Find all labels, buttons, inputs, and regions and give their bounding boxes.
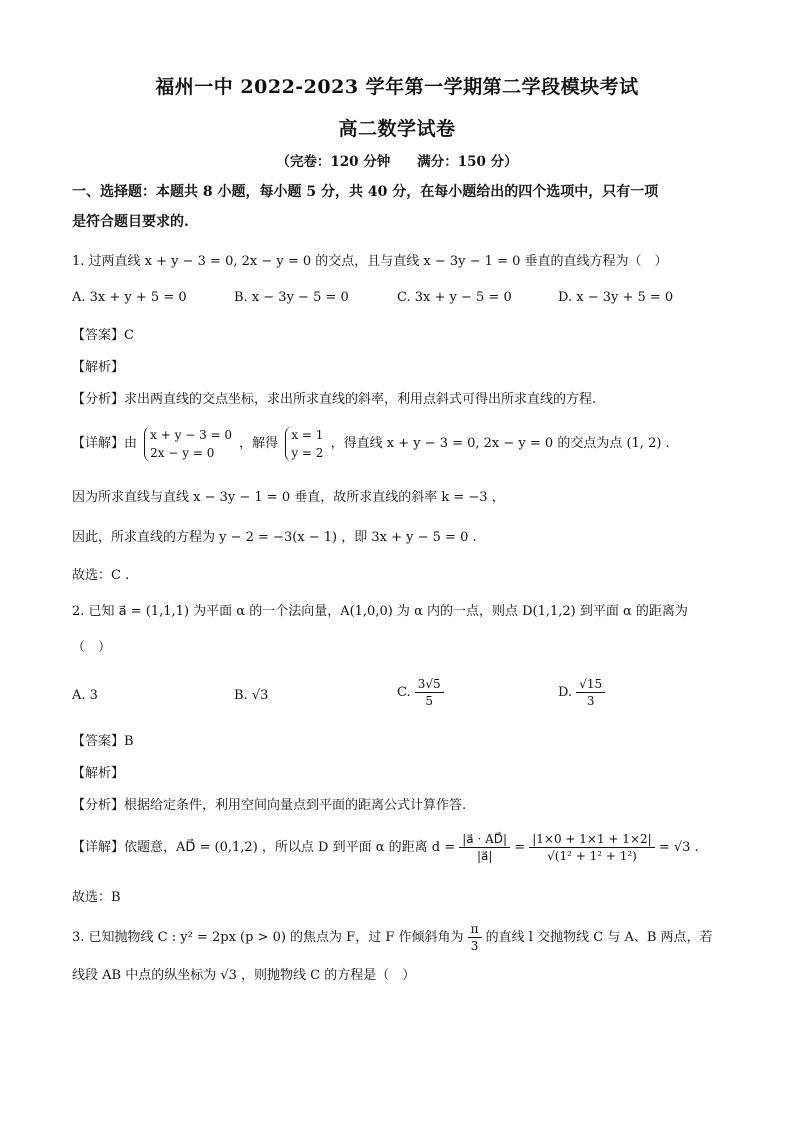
q2-option-c-denominator: 5	[425, 694, 434, 708]
q1-option-c: C. 3x + y − 5 = 0	[397, 290, 512, 305]
q1-system-2	[285, 426, 323, 462]
q2-option-c-fraction	[415, 676, 444, 709]
q2-distance-fraction-2	[529, 831, 654, 864]
q2-detail	[72, 828, 734, 868]
q3-stem-b: 的直线 l 交抛物线 C 与 A、B 两点，若	[485, 930, 713, 945]
exam-info: （完卷：120 分钟 满分：150 分）	[276, 154, 518, 170]
q1-analysis-tag: 【解析】	[72, 360, 125, 375]
q2-fraction-1-numerator: |a⃗ · AD⃗|	[459, 831, 510, 848]
section1-heading-cont: 是符合题目要求的.	[72, 214, 189, 230]
q1-detail-line2: 因为所求直线与直线 x − 3y − 1 = 0 垂直，故所求直线的斜率 k = −3 ，	[72, 490, 505, 505]
q3-stem-line2: 线段 AB 中点的纵坐标为 √3 ，则抛物线 C 的方程是（ ）	[72, 968, 416, 983]
q1-choose: 故选：C .	[72, 568, 130, 583]
exam-subtitle: 高二数学试卷	[338, 118, 456, 140]
q2-option-a: A. 3	[72, 688, 98, 703]
q2-detail-text: 【详解】依题意，AD⃗ = (0,1,2) ，所以点 D 到平面 α 的距离 d =	[72, 840, 456, 855]
q2-analysis-tag: 【解析】	[72, 766, 125, 781]
q1-detail-prefix: 【详解】由	[72, 436, 138, 451]
q2-distance-fraction-1	[459, 831, 510, 864]
q1-fenxi: 【分析】求出两直线的交点坐标，求出所求直线的斜率，利用点斜式可得出所求直线的方程.	[72, 392, 597, 407]
q2-choose: 故选：B	[72, 890, 121, 905]
q3-angle-denominator: 3	[470, 939, 479, 953]
section1-heading: 一、选择题：本题共 8 小题，每小题 5 分，共 40 分，在每小题给出的四个选项中，只有一项	[72, 184, 659, 200]
q2-paren: （ ）	[72, 640, 112, 655]
q1-detail	[72, 422, 734, 466]
q2-fenxi: 【分析】根据给定条件，利用空间向量点到平面的距离公式计算作答.	[72, 798, 467, 813]
exam-title: 福州一中 2022-2023 学年第一学期第二学段模块考试	[155, 76, 639, 98]
q2-fraction-1-denominator: |a⃗|	[476, 849, 493, 863]
q3-stem	[72, 920, 734, 956]
q1-system-1	[144, 426, 232, 462]
q1-detail-suffix: ，得直线 x + y − 3 = 0, 2x − y = 0 的交点为点 (1, 2) .	[330, 436, 670, 451]
q3-angle-numerator: π	[468, 921, 482, 938]
q2-option-b: B. √3	[234, 688, 269, 703]
q2-fraction-2-denominator: √(1² + 1² + 1²)	[547, 849, 637, 863]
q2-option-c-label: C.	[397, 685, 411, 700]
q2-option-d-label: D.	[558, 685, 573, 700]
q1-system-1-eq2: 2x − y = 0	[150, 445, 215, 460]
q2-option-d	[558, 676, 605, 709]
q1-detail-line3: 因此，所求直线的方程为 y − 2 = −3(x − 1) ，即 3x + y − 5 = 0 .	[72, 530, 477, 545]
q1-option-d: D. x − 3y + 5 = 0	[558, 290, 674, 305]
q2-equals: =	[514, 840, 526, 855]
q3-angle-fraction	[468, 921, 482, 954]
q2-option-c-numerator: 3√5	[415, 676, 444, 693]
q2-option-d-denominator: 3	[586, 694, 595, 708]
q1-system-2-eq2: y = 2	[291, 445, 324, 460]
q2-result: = √3 .	[658, 840, 699, 855]
q2-fraction-2-numerator: |1×0 + 1×1 + 1×2|	[529, 831, 654, 848]
q2-stem: 2. 已知 a⃗ = (1,1,1) 为平面 α 的一个法向量，A(1,0,0) 为 α 内的一点，则点 D(1,1,2) 到平面 α 的距离为	[72, 604, 688, 619]
q1-system-2-eq1: x = 1	[291, 427, 324, 442]
q2-option-c	[397, 676, 444, 709]
q2-answer: 【答案】B	[72, 734, 134, 749]
q1-option-a: A. 3x + y + 5 = 0	[72, 290, 187, 305]
q2-option-d-numerator: √15	[576, 676, 605, 693]
q2-option-d-fraction	[576, 676, 605, 709]
q1-detail-mid: ，解得	[239, 436, 279, 451]
q3-stem-a: 3. 已知抛物线 C : y² = 2px (p > 0) 的焦点为 F，过 F 作倾斜角为	[72, 930, 464, 945]
q1-stem: 1. 过两直线 x + y − 3 = 0, 2x − y = 0 的交点，且与直线 x − 3y − 1 = 0 垂直的直线方程为（ ）	[72, 254, 668, 269]
q1-answer: 【答案】C	[72, 328, 134, 343]
q1-system-1-eq1: x + y − 3 = 0	[150, 427, 233, 442]
q1-option-b: B. x − 3y − 5 = 0	[234, 290, 349, 305]
